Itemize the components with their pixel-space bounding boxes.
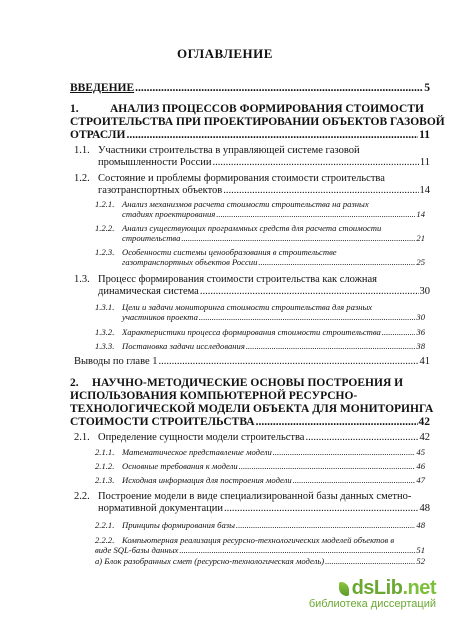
toc-entry-page: 48 [419, 503, 430, 514]
toc-entry-intro[interactable] [70, 82, 430, 95]
toc-entry-page: 36 [416, 327, 425, 337]
toc-entry-number: 1.2.1. [95, 199, 115, 209]
toc-entry-1-3-3[interactable] [95, 341, 425, 351]
toc-entry-number: 1.3.3. [95, 341, 115, 351]
toc-entry-page: 48 [416, 520, 425, 530]
toc-entry-page: 42 [418, 416, 430, 428]
toc-entry-conclusions-1[interactable] [74, 356, 430, 368]
toc-entry-text: Выводы по главе 1 [74, 356, 158, 367]
toc-entry-page: 14 [419, 185, 430, 196]
toc-entry-number: 1.2.3. [95, 247, 115, 257]
toc-entry-text: Принципы формирования базы [122, 520, 235, 530]
toc-entry-page: 30 [416, 312, 425, 322]
toc-entry-page: 51 [416, 545, 425, 555]
toc-entry-text: Исходная информация для построения модели [122, 475, 292, 485]
toc-entry-page: 14 [416, 209, 425, 219]
toc-entry-1-1[interactable]: 1.1. Участники строительства в управляющей системе газовой промышленности России ..... 11 [74, 145, 430, 169]
toc-entry-page: 42 [419, 432, 430, 443]
toc-entry-1-2[interactable]: 1.2. Состояние и проблемы формирования стоимости строительства газотранспортных объектов ..... 14 [74, 173, 430, 197]
toc-entry-text: ВВЕДЕНИЕ [70, 82, 135, 94]
toc-entry-1-3-2[interactable] [95, 327, 425, 337]
toc-entry-2-1[interactable] [74, 432, 430, 444]
toc-entry-page: 30 [419, 286, 430, 297]
toc-entry-text: а) Блок разобранных смет (ресурсно-технологическая модель) [95, 556, 325, 566]
toc-entry-page: 11 [419, 157, 430, 168]
toc-entry-2-1-1[interactable] [95, 447, 425, 457]
toc-entry-text: Математическое представление модели [122, 447, 272, 457]
toc-entry-2-2-2-a[interactable] [95, 556, 425, 566]
toc-entry-page: 25 [416, 257, 425, 267]
toc-entry-page: 21 [416, 233, 425, 243]
toc-entry-2-1-3[interactable] [95, 475, 425, 485]
toc-entry-text: Основные требования к модели [122, 461, 238, 471]
watermark-logo [309, 577, 436, 600]
toc-entry-page: 47 [416, 475, 425, 485]
toc-entry-number: 2.1. [74, 432, 90, 443]
toc-entry-number: 1.1. [74, 145, 90, 156]
toc-entry-number: 2.2.2. [95, 535, 115, 545]
toc-entry-number: 2.1.3. [95, 475, 115, 485]
toc-entry-text: Характеристики процесса формирования стоимости строительства [122, 327, 381, 337]
watermark-logo-main: dsLib [351, 577, 403, 599]
toc-entry-number: 2.2. [74, 491, 90, 502]
toc-entry-1-3-1[interactable]: 1.3.1. Цели и задачи мониторинга стоимости строительства для разных участников проекта ..... 30 [95, 302, 425, 322]
toc-entry-1-2-2[interactable]: 1.2.2. Анализ существующих программных средств для расчета стоимости строительства ..... 21 [95, 223, 425, 243]
toc-entry-number: 1. [70, 103, 79, 115]
toc-entry-page: 41 [419, 356, 430, 367]
toc-entry-2-2[interactable]: 2.2. Построение модели в виде специализированной базы данных сметно- нормативной документации ..... 48 [74, 491, 430, 515]
toc-entry-number: 1.3.1. [95, 302, 115, 312]
toc-entry-number: 2.2.1. [95, 520, 115, 530]
toc-entry-number: 1.3. [74, 274, 90, 285]
toc-entry-chapter-2[interactable]: 2. НАУЧНО-МЕТОДИЧЕСКИЕ ОСНОВЫ ПОСТРОЕНИЯ И ИСПОЛЬЗОВАНИЯ КОМПЬЮТЕРНОЙ РЕСУРСНО- ТЕХНОЛОГИЧЕСКОЙ МОДЕЛИ ОБЪЕКТА ДЛЯ МОНИТОРИНГА СТОИМОСТИ СТРОИТЕЛЬСТВА ..... 42 [70, 377, 430, 429]
toc-title: ОГЛАВЛЕНИЕ [177, 46, 273, 61]
toc-entry-1-2-3[interactable]: 1.2.3. Особенности системы ценообразования в строительстве газотранспортных объектов России ..... 25 [95, 247, 425, 267]
toc-entry-page: 52 [416, 556, 425, 566]
toc-entry-number: 1.3.2. [95, 327, 115, 337]
toc-entry-2-1-2[interactable] [95, 461, 425, 471]
watermark-logo-tld: .net [402, 577, 436, 599]
toc-entry-number: 2. [70, 377, 79, 389]
toc-entry-page: 5 [424, 82, 430, 94]
toc-entry-number: 2.1.2. [95, 461, 115, 471]
toc-entry-page: 11 [419, 129, 430, 141]
toc-entry-1-3[interactable]: 1.3. Процесс формирования стоимости строительства как сложная динамическая система ..... 30 [74, 274, 430, 298]
toc-entry-2-2-1[interactable] [95, 520, 425, 530]
toc-entry-number: 1.2.2. [95, 223, 115, 233]
toc-entry-text: Постановка задачи исследования [122, 341, 245, 351]
watermark-tagline: библиотека диссертаций [308, 598, 436, 610]
toc-entry-1-2-1[interactable]: 1.2.1. Анализ механизмов расчета стоимости строительства на разных стадиях проектирования ..... 14 [95, 199, 425, 219]
toc-entry-page: 38 [416, 341, 425, 351]
toc-entry-number: 1.2. [74, 173, 90, 184]
toc-entry-page: 45 [416, 447, 425, 457]
toc-entry-text: Определение сущности модели строительства [98, 432, 305, 443]
watermark [309, 577, 436, 610]
toc-entry-page: 46 [416, 461, 425, 471]
book-icon [339, 582, 349, 596]
toc-entry-2-2-2[interactable]: 2.2.2. Компьютерная реализация ресурсно-технологических моделей объектов в виде SQL-базы данных ..... 51 [95, 535, 425, 555]
toc-entry-chapter-1[interactable]: 1. АНАЛИЗ ПРОЦЕССОВ ФОРМИРОВАНИЯ СТОИМОСТИ СТРОИТЕЛЬСТВА ПРИ ПРОЕКТИРОВАНИИ ОБЪЕКТОВ ГАЗОВОЙ ОТРАСЛИ ..... 11 [70, 103, 430, 142]
toc-entry-number: 2.1.1. [95, 447, 115, 457]
